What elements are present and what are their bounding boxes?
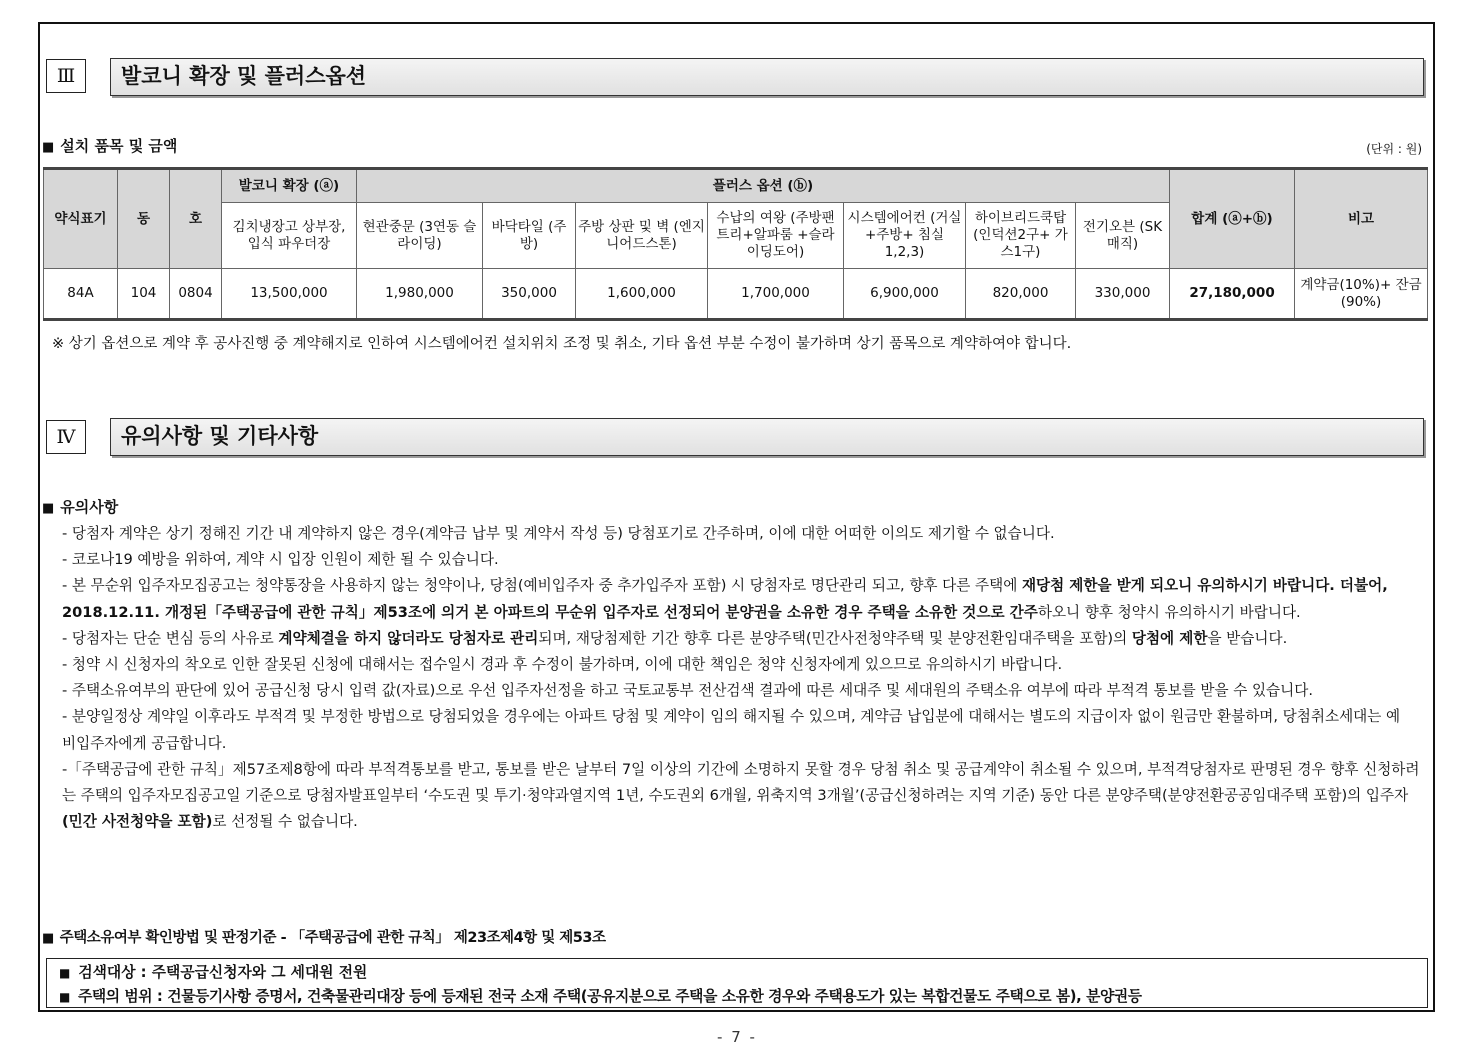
list-item [62,573,1422,625]
header-dong: 동 [118,169,170,269]
subheading-text: 설치 품목 및 금액 [60,137,178,155]
cell-dong: 104 [118,269,170,320]
subheader-storage: 수납의 여왕 (주방팬트리+알파룸 +슬라이딩도어) [708,203,844,269]
header-ho: 호 [170,169,222,269]
criteria-text: 검색대상 : 주택공급신청자와 그 세대원 전원 [78,964,368,981]
cell-hybrid-cooktop: 820,000 [966,269,1076,320]
unit-label: (단위 : 원) [1366,142,1422,156]
cautions-list [62,521,1434,835]
section-4-number: Ⅳ [46,420,86,454]
header-remark: 비고 [1295,169,1428,269]
item-bold-text: 계약체결을 하지 않더라도 당첨자로 관리 [278,629,539,647]
cell-balcony: 13,500,000 [222,269,357,320]
cell-system-aircon: 6,900,000 [844,269,966,320]
list-item [62,626,1434,652]
header-total: 합계 (ⓐ+ⓑ) [1170,169,1295,269]
square-bullet-icon: ■ [42,931,54,946]
square-bullet-icon: ■ [59,990,70,1004]
section-3-title: 발코니 확장 및 플러스옵션 [110,58,1424,96]
list-item: - 분양일정상 계약일 이후라도 부적격 및 부정한 방법으로 당첨되었을 경우에는 아파트 당첨 및 계약이 임의 해지될 수 있으며, 계약금 납입분에 대해서는 별도의 지급이자 없이 원금만 환불하며, 당첨취소세대는 예비입주자에게 공급합니다. [62,708,1401,752]
item-bold-text: 재당첨 제한을 받게 되오니 유의하시기 바랍니다. 더불어, 2018.12.11. 개정된「주택공급에 관한 규칙」제53조에 의거 본 아파트의 무순위 입주자로 선정되어 분양권을 소유한 경우 주택을 소유한 것으로 간주 [62,577,1388,621]
table-row [44,269,1428,320]
subheader-kimchi-cabinet: 김치냉장고 상부장, 입식 파우더장 [222,203,357,269]
item-text: -「주택공급에 관한 규칙」제57조제8항에 따라 부적격통보를 받고, 통보를 받은 날부터 7일 이상의 기간에 소명하지 못할 경우 당첨 취소 및 공급계약이 취소될 수 있으며, 부적격당첨자로 판명된 경우 향후 신청하려는 주택의 입주자모집공고일 기준으로 당첨자발표일부터 ‘수도권 및 투기·청약과열지역 1년, 수도권외 6개월, 위축지역 3개월’(공급신청하려는 지역 기준) 동안 다른 분양주택(분양전환공공임대주택 포함)의 입주자 [62,760,1420,805]
subheading-text: 주택소유여부 확인방법 및 판정기준 - 「주택공급에 관한 규칙」 제23조제4항 및 제53조 [59,930,606,946]
ownership-criteria-box [46,958,1428,1008]
subheader-electric-oven: 전기오븐 (SK매직) [1076,203,1170,269]
cell-storage: 1,700,000 [708,269,844,320]
cell-electric-oven: 330,000 [1076,269,1170,320]
item-bold-text: (민간 사전청약을 포함) [62,813,213,831]
header-type: 약식표기 [44,169,118,269]
subheading-cautions [42,496,118,517]
subheading-items-price [42,135,177,156]
subheader-entrance-door: 현관중문 (3연동 슬라이딩) [357,203,483,269]
item-text: 되며, 재당첨제한 기간 향후 다른 분양주택(민간사전청약주택 및 분양전환임대주택을 포함)의 [538,629,1132,647]
criteria-search-target [59,961,1427,985]
subheading-text: 유의사항 [60,498,119,516]
cell-floor-tile: 350,000 [483,269,576,320]
subheader-kitchen-top: 주방 상판 및 벽 (엔지니어드스톤) [576,203,708,269]
item-text: 로 선정될 수 없습니다. [212,813,358,831]
criteria-housing-scope [59,985,1427,1009]
list-item: - 청약 시 신청자의 착오로 인한 잘못된 신청에 대해서는 접수일시 경과 후 수정이 불가하며, 이에 대한 책임은 청약 신청자에게 있으므로 유의하시기 바랍니다. [62,656,1063,674]
item-text: - 본 무순위 입주자모집공고는 청약통장을 사용하지 않는 청약이나, 당첨(예비입주자 중 추가입주자 포함) 시 당첨자로 명단관리 되고, 향후 다른 주택에 [62,577,1022,595]
item-text: 하오니 향후 청약시 유의하시기 바랍니다. [1037,603,1301,621]
section-4-title: 유의사항 및 기타사항 [110,418,1424,456]
item-text: - 당첨자는 단순 변심 등의 사유로 [62,629,279,647]
subheader-hybrid-cooktop: 하이브리드쿡탑 (인덕션2구+ 가스1구) [966,203,1076,269]
square-bullet-icon: ■ [42,501,55,516]
criteria-text: 주택의 범위 : 건물등기사항 증명서, 건축물관리대장 등에 등재된 전국 소재 주택(공유지분으로 주택을 소유한 경우와 주택용도가 있는 복합건물도 주택으로 봄), 분양권등 [77,988,1142,1005]
item-text: 을 받습니다. [1207,629,1288,647]
list-item: - 코로나19 예방을 위하여, 계약 시 입장 인원이 제한 될 수 있습니다. [62,551,499,569]
subheader-system-aircon: 시스템에어컨 (거실+주방+ 침실1,2,3) [844,203,966,269]
header-balcony: 발코니 확장 (ⓐ) [222,169,357,203]
list-item [62,757,1422,836]
option-note: ※ 상기 옵션으로 계약 후 공사진행 중 계약해지로 인하여 시스템에어컨 설치위치 조정 및 취소, 기타 옵션 부분 수정이 불가하며 상기 품목으로 계약하여야 합니다. [52,336,1072,352]
subheader-floor-tile: 바닥타일 (주방) [483,203,576,269]
cell-type: 84A [44,269,118,320]
square-bullet-icon: ■ [59,966,71,980]
list-item: - 당첨자 계약은 상기 정해진 기간 내 계약하지 않은 경우(계약금 납부 및 계약서 작성 등) 당첨포기로 간주하며, 이에 대한 어떠한 이의도 제기할 수 없습니다. [62,525,1055,542]
page-number: - 7 - [717,1028,757,1046]
cell-ho: 0804 [170,269,222,320]
cell-remark: 계약금(10%)+ 잔금(90%) [1295,269,1428,320]
cell-total: 27,180,000 [1170,269,1295,320]
header-plus-option: 플러스 옵션 (ⓑ) [357,169,1170,203]
list-item: - 주택소유여부의 판단에 있어 공급신청 당시 입력 값(자료)으로 우선 입주자선정을 하고 국토교통부 전산검색 결과에 따른 세대주 및 세대원의 주택소유 여부에 따라 부적격 통보를 받을 수 있습니다. [62,682,1313,700]
cell-entrance-door: 1,980,000 [357,269,483,320]
square-bullet-icon: ■ [42,140,55,155]
item-bold-text: 당첨에 제한 [1131,629,1208,647]
subheading-ownership-check [42,926,605,947]
options-table [43,167,1428,321]
section-3-number: Ⅲ [46,59,86,93]
cell-kitchen-top: 1,600,000 [576,269,708,320]
